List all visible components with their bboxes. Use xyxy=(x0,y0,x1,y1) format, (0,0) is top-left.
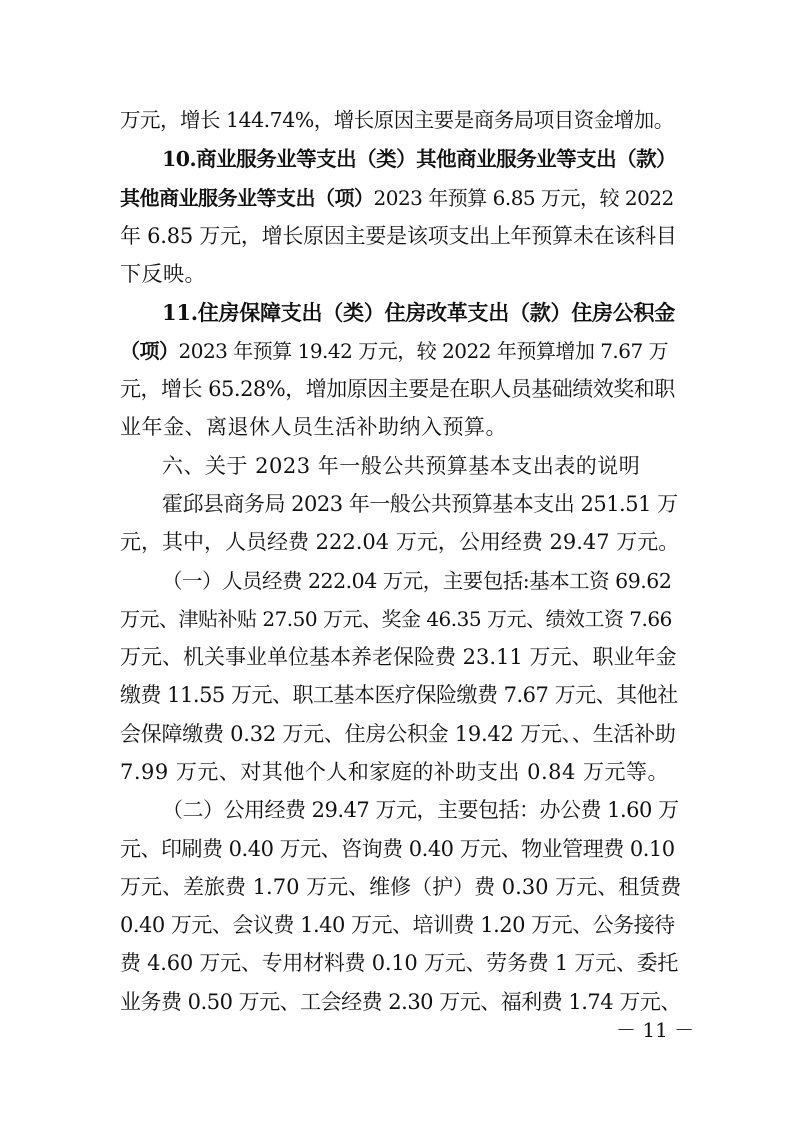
text-span: 2023 年预算 19.42 万元，较 2022 年预算增加 7.67 万 xyxy=(178,339,669,363)
text-line xyxy=(120,184,680,212)
text-line: （二）公用经费 29.47 万元，主要包括：办公费 1.60 万 xyxy=(162,798,679,822)
text-line: 万元、津贴补贴 27.50 万元、奖金 46.35 万元、绩效工资 7.66 xyxy=(120,607,672,631)
text-line: 万元、差旅费 1.70 万元、维修（护）费 0.30 万元、租赁费 xyxy=(120,875,682,899)
text-span: 2023 年预算 6.85 万元，较 2022 xyxy=(373,186,674,210)
section-heading: 11.住房保障支出（类）住房改革支出（款）住房公积金 xyxy=(162,300,676,325)
text-line: 元，其中，人员经费 222.04 万元，公用经费 29.47 万元。 xyxy=(120,530,680,554)
section-heading-tail: （项） xyxy=(120,339,179,363)
page-number: － 11 － xyxy=(616,1018,695,1042)
text-line: 0.40 万元、会议费 1.40 万元、培训费 1.20 万元、公务接待 xyxy=(120,913,675,937)
text-line: 缴费 11.55 万元、职工基本医疗保险缴费 7.67 万元、其他社 xyxy=(120,683,678,707)
text-line: （一）人员经费 222.04 万元，主要包括:基本工资 69.62 xyxy=(162,569,672,593)
section-title: 六、关于 2023 年一般公共预算基本支出表的说明 xyxy=(162,454,641,478)
text-line: 元、印刷费 0.40 万元、咨询费 0.40 万元、物业管理费 0.10 xyxy=(120,837,675,861)
text-line: 年 6.85 万元，增长原因主要是该项支出上年预算未在该科目 xyxy=(120,224,677,248)
section-heading-tail: 其他商业服务业等支出（项） xyxy=(120,186,374,210)
text-line: 霍邱县商务局 2023 年一般公共预算基本支出 251.51 万 xyxy=(162,492,678,516)
text-line: 业年金、离退休人员生活补助纳入预算。 xyxy=(120,415,507,439)
text-line: 会保障缴费 0.32 万元、住房公积金 19.42 万元、、生活补助 xyxy=(120,722,676,746)
text-line: 7.99 万元、对其他个人和家庭的补助支出 0.84 万元等。 xyxy=(120,760,670,784)
text-line: 万元，增长 144.74%，增长原因主要是商务局项目资金增加。 xyxy=(120,108,674,132)
text-line: 下反映。 xyxy=(120,262,206,286)
text-line xyxy=(120,337,680,365)
section-heading: 10.商业服务业等支出（类）其他商业服务业等支出（款） xyxy=(162,147,677,171)
text-line: 元，增长 65.28%，增加原因主要是在职人员基础绩效奖和职 xyxy=(120,377,675,401)
text-line: 万元、机关事业单位基本养老保险费 23.11 万元、职业年金 xyxy=(120,645,677,669)
text-line: 业务费 0.50 万元、工会经费 2.30 万元、福利费 1.74 万元、 xyxy=(120,990,681,1014)
text-line: 费 4.60 万元、专用材料费 0.10 万元、劳务费 1 万元、委托 xyxy=(120,951,679,975)
